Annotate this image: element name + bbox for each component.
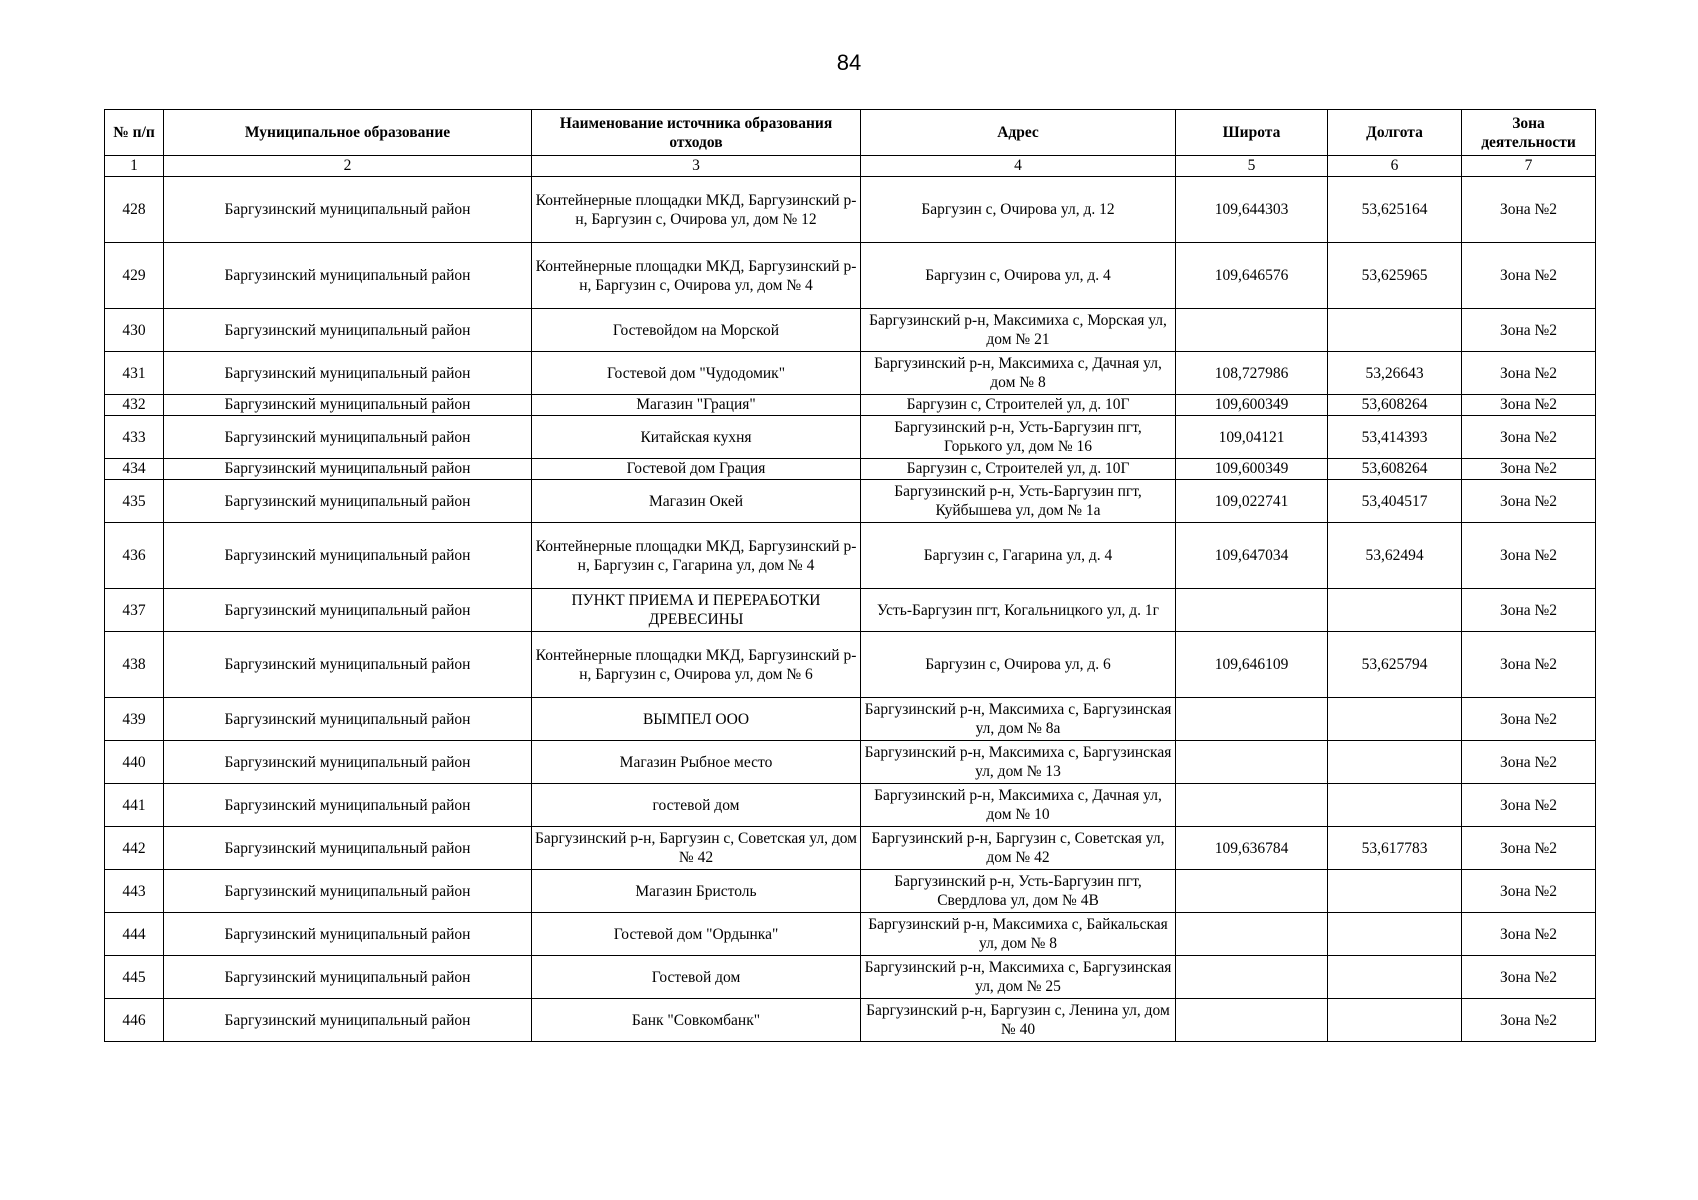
header-address: Адрес [861, 110, 1176, 156]
cell-source-name: гостевой дом [532, 784, 861, 827]
cell-source-name: Гостевой дом Грация [532, 459, 861, 480]
cell-longitude: 53,404517 [1328, 480, 1462, 523]
cell-zone: Зона №2 [1462, 177, 1596, 243]
table-row [105, 999, 1596, 1042]
column-number: 7 [1462, 156, 1596, 177]
table-row [105, 243, 1596, 309]
cell-longitude [1328, 999, 1462, 1042]
cell-address: Баргузинский р-н, Усть-Баргузин пгт, Куйбышева ул, дом № 1а [861, 480, 1176, 523]
cell-zone: Зона №2 [1462, 870, 1596, 913]
column-number: 6 [1328, 156, 1462, 177]
cell-number: 442 [105, 827, 164, 870]
header-municipality: Муниципальное образование [164, 110, 532, 156]
header-latitude: Широта [1176, 110, 1328, 156]
cell-longitude [1328, 870, 1462, 913]
cell-longitude [1328, 784, 1462, 827]
cell-municipality: Баргузинский муниципальный район [164, 741, 532, 784]
cell-zone: Зона №2 [1462, 741, 1596, 784]
cell-latitude [1176, 784, 1328, 827]
cell-municipality: Баргузинский муниципальный район [164, 956, 532, 999]
cell-address: Баргузинский р-н, Максимиха с, Байкальская ул, дом № 8 [861, 913, 1176, 956]
cell-zone: Зона №2 [1462, 395, 1596, 416]
cell-address: Баргузин с, Гагарина ул, д. 4 [861, 523, 1176, 589]
cell-source-name: Контейнерные площадки МКД, Баргузинский р-н, Баргузин с, Гагарина ул, дом № 4 [532, 523, 861, 589]
cell-source-name: Магазин Рыбное место [532, 741, 861, 784]
table-row [105, 827, 1596, 870]
cell-municipality: Баргузинский муниципальный район [164, 827, 532, 870]
cell-latitude [1176, 956, 1328, 999]
cell-address: Баргузинский р-н, Максимиха с, Баргузинская ул, дом № 25 [861, 956, 1176, 999]
cell-zone: Зона №2 [1462, 999, 1596, 1042]
cell-number: 444 [105, 913, 164, 956]
cell-zone: Зона №2 [1462, 523, 1596, 589]
cell-source-name: Контейнерные площадки МКД, Баргузинский р-н, Баргузин с, Очирова ул, дом № 6 [532, 632, 861, 698]
cell-latitude: 108,727986 [1176, 352, 1328, 395]
cell-number: 440 [105, 741, 164, 784]
cell-number: 429 [105, 243, 164, 309]
cell-latitude: 109,600349 [1176, 459, 1328, 480]
cell-address: Баргузинский р-н, Усть-Баргузин пгт, Свердлова ул, дом № 4В [861, 870, 1176, 913]
cell-municipality: Баргузинский муниципальный район [164, 913, 532, 956]
cell-municipality: Баргузинский муниципальный район [164, 523, 532, 589]
cell-zone: Зона №2 [1462, 827, 1596, 870]
cell-address: Баргузин с, Очирова ул, д. 12 [861, 177, 1176, 243]
cell-source-name: Контейнерные площадки МКД, Баргузинский р-н, Баргузин с, Очирова ул, дом № 4 [532, 243, 861, 309]
cell-municipality: Баргузинский муниципальный район [164, 416, 532, 459]
header-number: № п/п [105, 110, 164, 156]
cell-number: 445 [105, 956, 164, 999]
cell-address: Баргузинский р-н, Усть-Баргузин пгт, Горького ул, дом № 16 [861, 416, 1176, 459]
cell-municipality: Баргузинский муниципальный район [164, 309, 532, 352]
column-number: 4 [861, 156, 1176, 177]
cell-zone: Зона №2 [1462, 459, 1596, 480]
cell-longitude [1328, 913, 1462, 956]
cell-number: 443 [105, 870, 164, 913]
waste-sources-table [104, 109, 1596, 1042]
cell-zone: Зона №2 [1462, 698, 1596, 741]
table-row [105, 913, 1596, 956]
cell-address: Баргузинский р-н, Максимиха с, Дачная ул, дом № 10 [861, 784, 1176, 827]
cell-longitude [1328, 309, 1462, 352]
cell-longitude: 53,617783 [1328, 827, 1462, 870]
cell-longitude: 53,608264 [1328, 459, 1462, 480]
cell-latitude: 109,04121 [1176, 416, 1328, 459]
cell-number: 436 [105, 523, 164, 589]
cell-latitude [1176, 870, 1328, 913]
cell-source-name: Баргузинский р-н, Баргузин с, Советская ул, дом № 42 [532, 827, 861, 870]
cell-source-name: Гостевой дом "Ордынка" [532, 913, 861, 956]
cell-address: Баргузин с, Очирова ул, д. 4 [861, 243, 1176, 309]
cell-address: Баргузинский р-н, Баргузин с, Ленина ул, дом № 40 [861, 999, 1176, 1042]
cell-source-name: Магазин Окей [532, 480, 861, 523]
table-row [105, 309, 1596, 352]
cell-number: 437 [105, 589, 164, 632]
cell-number: 433 [105, 416, 164, 459]
cell-municipality: Баргузинский муниципальный район [164, 784, 532, 827]
table-row [105, 698, 1596, 741]
cell-latitude [1176, 741, 1328, 784]
cell-longitude [1328, 741, 1462, 784]
cell-source-name: Магазин Бристоль [532, 870, 861, 913]
table-row [105, 395, 1596, 416]
cell-zone: Зона №2 [1462, 352, 1596, 395]
cell-longitude: 53,414393 [1328, 416, 1462, 459]
cell-number: 430 [105, 309, 164, 352]
cell-number: 438 [105, 632, 164, 698]
cell-latitude: 109,022741 [1176, 480, 1328, 523]
column-number: 5 [1176, 156, 1328, 177]
cell-municipality: Баргузинский муниципальный район [164, 589, 532, 632]
table-row [105, 784, 1596, 827]
cell-municipality: Баргузинский муниципальный район [164, 352, 532, 395]
cell-number: 428 [105, 177, 164, 243]
table-row [105, 589, 1596, 632]
cell-address: Баргузин с, Строителей ул, д. 10Г [861, 459, 1176, 480]
cell-latitude [1176, 698, 1328, 741]
cell-zone: Зона №2 [1462, 416, 1596, 459]
header-row [105, 110, 1596, 156]
cell-latitude: 109,644303 [1176, 177, 1328, 243]
cell-latitude: 109,646576 [1176, 243, 1328, 309]
cell-source-name: Гостевой дом [532, 956, 861, 999]
cell-longitude [1328, 589, 1462, 632]
cell-address: Баргузин с, Строителей ул, д. 10Г [861, 395, 1176, 416]
cell-number: 434 [105, 459, 164, 480]
cell-address: Баргузин с, Очирова ул, д. 6 [861, 632, 1176, 698]
cell-number: 439 [105, 698, 164, 741]
cell-source-name: Контейнерные площадки МКД, Баргузинский р-н, Баргузин с, Очирова ул, дом № 12 [532, 177, 861, 243]
cell-municipality: Баргузинский муниципальный район [164, 459, 532, 480]
cell-longitude: 53,625965 [1328, 243, 1462, 309]
cell-source-name: Банк "Совкомбанк" [532, 999, 861, 1042]
cell-latitude: 109,647034 [1176, 523, 1328, 589]
cell-number: 446 [105, 999, 164, 1042]
cell-source-name: ПУНКТ ПРИЕМА И ПЕРЕРАБОТКИ ДРЕВЕСИНЫ [532, 589, 861, 632]
table-row [105, 416, 1596, 459]
cell-municipality: Баргузинский муниципальный район [164, 999, 532, 1042]
header-zone: Зона деятельности [1462, 110, 1596, 156]
cell-source-name: Магазин "Грация" [532, 395, 861, 416]
cell-latitude: 109,636784 [1176, 827, 1328, 870]
cell-longitude [1328, 956, 1462, 999]
table-row [105, 480, 1596, 523]
cell-latitude [1176, 589, 1328, 632]
header-longitude: Долгота [1328, 110, 1462, 156]
cell-zone: Зона №2 [1462, 480, 1596, 523]
cell-address: Баргузинский р-н, Максимиха с, Морская ул, дом № 21 [861, 309, 1176, 352]
cell-zone: Зона №2 [1462, 309, 1596, 352]
column-number: 3 [532, 156, 861, 177]
cell-source-name: Гостевойдом на Морской [532, 309, 861, 352]
column-number: 2 [164, 156, 532, 177]
cell-latitude [1176, 309, 1328, 352]
cell-longitude: 53,608264 [1328, 395, 1462, 416]
cell-municipality: Баргузинский муниципальный район [164, 243, 532, 309]
header-source-name: Наименование источника образования отходов [532, 110, 861, 156]
cell-number: 432 [105, 395, 164, 416]
cell-longitude: 53,625164 [1328, 177, 1462, 243]
cell-source-name: ВЫМПЕЛ ООО [532, 698, 861, 741]
table-row [105, 870, 1596, 913]
cell-zone: Зона №2 [1462, 632, 1596, 698]
cell-municipality: Баргузинский муниципальный район [164, 177, 532, 243]
cell-latitude: 109,646109 [1176, 632, 1328, 698]
cell-municipality: Баргузинский муниципальный район [164, 480, 532, 523]
table-row [105, 352, 1596, 395]
cell-municipality: Баргузинский муниципальный район [164, 395, 532, 416]
cell-longitude: 53,26643 [1328, 352, 1462, 395]
cell-latitude [1176, 999, 1328, 1042]
cell-latitude: 109,600349 [1176, 395, 1328, 416]
cell-latitude [1176, 913, 1328, 956]
table-row [105, 956, 1596, 999]
cell-longitude [1328, 698, 1462, 741]
table-row [105, 177, 1596, 243]
cell-address: Баргузинский р-н, Максимиха с, Дачная ул, дом № 8 [861, 352, 1176, 395]
cell-address: Баргузинский р-н, Максимиха с, Баргузинская ул, дом № 13 [861, 741, 1176, 784]
cell-zone: Зона №2 [1462, 784, 1596, 827]
cell-municipality: Баргузинский муниципальный район [164, 632, 532, 698]
cell-address: Баргузинский р-н, Баргузин с, Советская ул, дом № 42 [861, 827, 1176, 870]
cell-number: 435 [105, 480, 164, 523]
column-number-row [105, 156, 1596, 177]
cell-longitude: 53,625794 [1328, 632, 1462, 698]
cell-address: Усть-Баргузин пгт, Когальницкого ул, д. 1г [861, 589, 1176, 632]
page-number: 84 [836, 50, 862, 75]
table-row [105, 741, 1596, 784]
table-row [105, 632, 1596, 698]
table-row [105, 523, 1596, 589]
cell-source-name: Гостевой дом "Чудодомик" [532, 352, 861, 395]
cell-number: 441 [105, 784, 164, 827]
cell-zone: Зона №2 [1462, 589, 1596, 632]
cell-zone: Зона №2 [1462, 913, 1596, 956]
cell-longitude: 53,62494 [1328, 523, 1462, 589]
cell-zone: Зона №2 [1462, 956, 1596, 999]
table-row [105, 459, 1596, 480]
column-number: 1 [105, 156, 164, 177]
cell-address: Баргузинский р-н, Максимиха с, Баргузинская ул, дом № 8а [861, 698, 1176, 741]
cell-municipality: Баргузинский муниципальный район [164, 698, 532, 741]
cell-number: 431 [105, 352, 164, 395]
cell-municipality: Баргузинский муниципальный район [164, 870, 532, 913]
cell-source-name: Китайская кухня [532, 416, 861, 459]
cell-zone: Зона №2 [1462, 243, 1596, 309]
